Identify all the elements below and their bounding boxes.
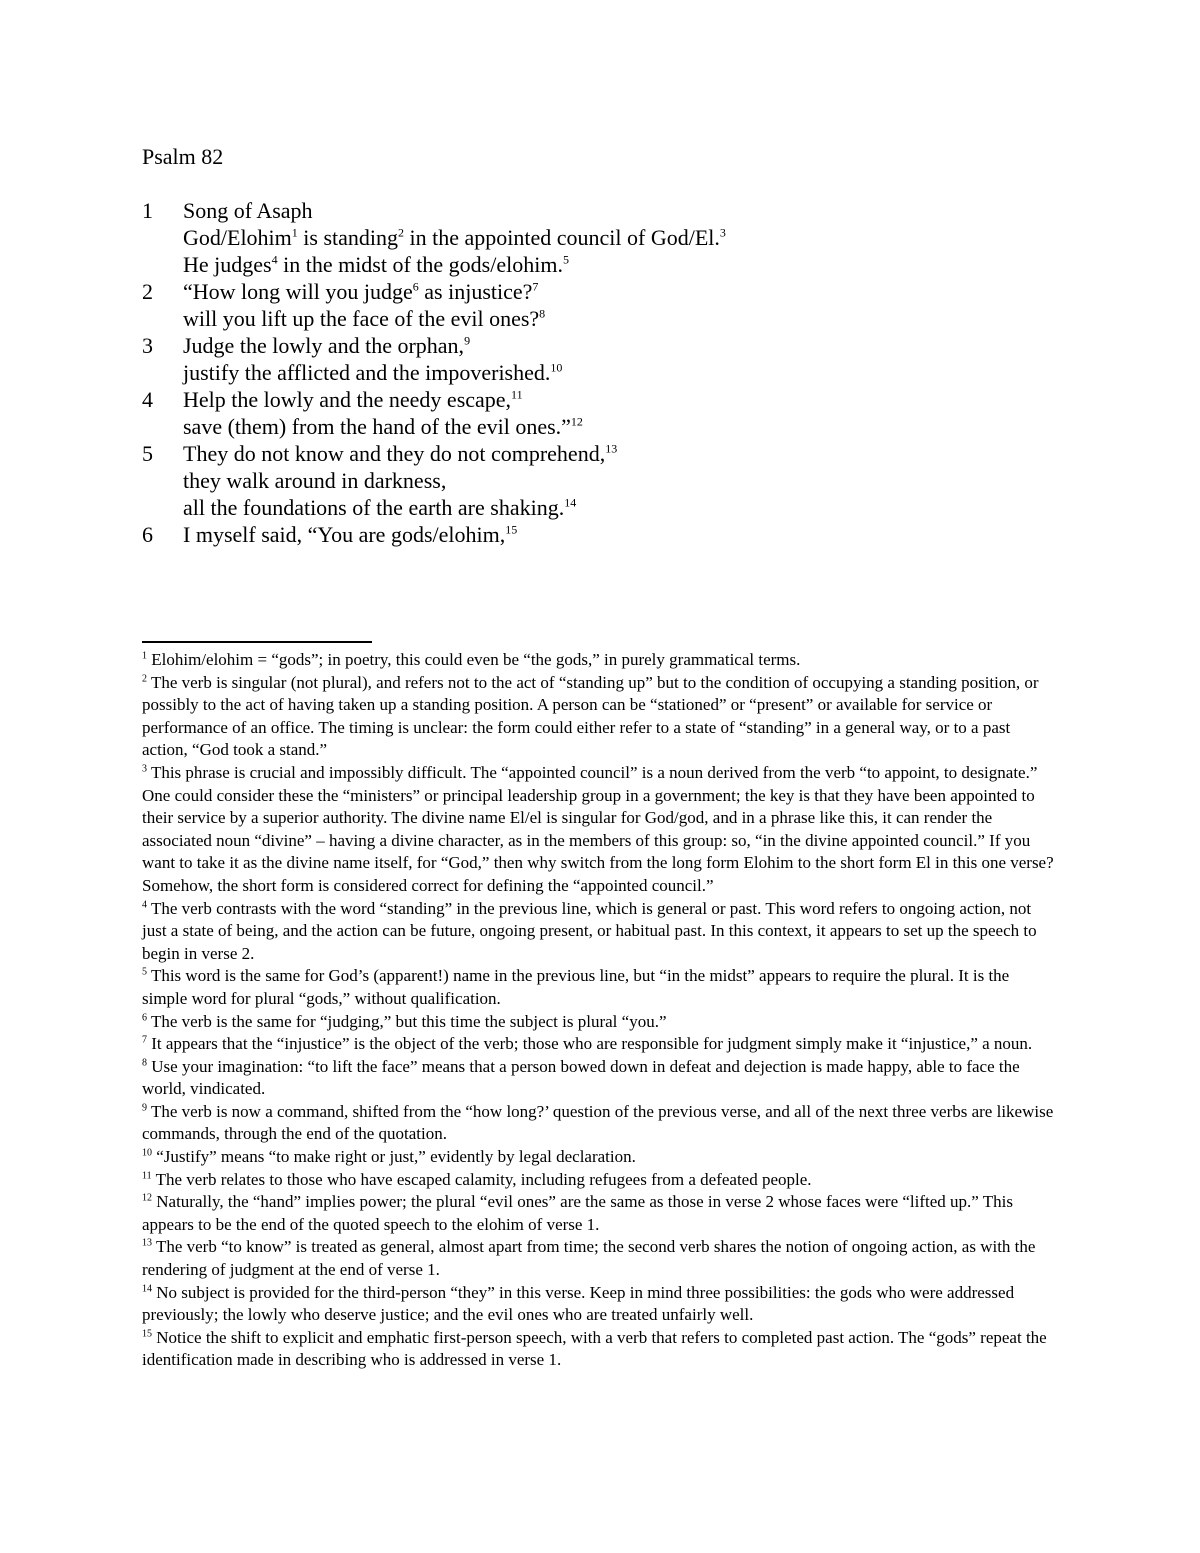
psalm-line: [142, 440, 1082, 467]
text-segment: “How long will you judge: [183, 279, 413, 304]
footnote-text: This phrase is crucial and impossibly difficult. The “appointed council” is a noun derived from the verb “to appoint, to designate.” One could consider these the “ministers” or principal leadership group in a government; the key is that they have been appointed to their service by a superior authority. The divine name El/el is singular for God/god, and in a phrase like this, it can render the associated noun “divine” – having a divine character, as in the members of this group: so, “in the divine appointed council.” If you want to take it as the divine name itself, for “God,” then why switch from the long form Elohim to the short form El in this one verse? Somehow, the short form is considered correct for defining the “appointed council.”: [142, 762, 1054, 895]
footnotes: [142, 649, 1057, 1372]
footnote-ref[interactable]: 14: [564, 495, 577, 510]
footnote-text: “Justify” means “to make right or just,” evidently by legal declaration.: [156, 1147, 636, 1167]
psalm-line: [142, 494, 1082, 521]
footnote-text: Use your imagination: “to lift the face” means that a person bowed down in defeat and dejection is made happy, able to face the world, vindicated.: [142, 1056, 1020, 1099]
footnote-number: 8: [142, 1057, 147, 1069]
line-text: [183, 359, 562, 386]
footnote: [142, 649, 1057, 672]
footnote-separator: [142, 641, 372, 643]
verse-number: 1: [142, 198, 153, 223]
footnote: [142, 1146, 1057, 1169]
footnote-number: 9: [142, 1102, 147, 1114]
footnote: [142, 1011, 1057, 1034]
text-segment: They do not know and they do not comprehend,: [183, 441, 606, 466]
footnote-ref[interactable]: 12: [570, 414, 583, 429]
psalm-line: [142, 305, 1082, 332]
page-title: Psalm 82: [142, 144, 224, 169]
psalm-line: [142, 251, 1082, 278]
footnote-ref[interactable]: 3: [719, 225, 726, 240]
text-segment: I myself said, “You are gods/elohim,: [183, 522, 506, 547]
footnote-ref[interactable]: 15: [505, 522, 518, 537]
text-segment: will you lift up the face of the evil ones?: [183, 306, 540, 331]
footnote-number: 4: [142, 898, 147, 910]
text-segment: is standing: [297, 225, 399, 250]
text-segment: He judges: [183, 252, 272, 277]
footnote: [142, 1191, 1057, 1236]
footnote-number: 10: [142, 1147, 152, 1159]
psalm-line: [142, 359, 1082, 386]
text-segment: Judge the lowly and the orphan,: [183, 333, 465, 358]
footnote-number: 15: [142, 1328, 152, 1340]
psalm-text: [142, 197, 1082, 548]
footnote-text: The verb “to know” is treated as general, almost apart from time; the second verb shares the notion of ongoing action, as with the rendering of judgment at the end of verse 1.: [142, 1237, 1036, 1280]
text-segment: in the midst of the gods/elohim.: [277, 252, 563, 277]
line-text: [183, 494, 576, 521]
line-text: [183, 251, 569, 278]
psalm-line: [142, 467, 1082, 494]
psalm-line: [142, 197, 1082, 224]
footnote-ref[interactable]: 5: [562, 252, 569, 267]
psalm-line: [142, 521, 1082, 548]
psalm-line: [142, 413, 1082, 440]
text-segment: in the appointed council of God/El.: [404, 225, 720, 250]
footnote: [142, 672, 1057, 762]
footnote-number: 13: [142, 1237, 152, 1249]
footnote-ref[interactable]: 2: [398, 225, 405, 240]
footnote: [142, 1327, 1057, 1372]
footnote-number: 2: [142, 672, 147, 684]
footnote: [142, 1056, 1057, 1101]
footnote-number: 1: [142, 650, 147, 662]
footnote-text: This word is the same for God’s (apparent!) name in the previous line, but “in the midst” appears to require the plural. It is the simple word for plural “gods,” without qualification.: [142, 966, 1010, 1008]
footnote-number: 5: [142, 966, 147, 978]
footnote: [142, 762, 1057, 898]
footnote-text: It appears that the “injustice” is the object of the verb; those who are responsible for judgment simply make it “injustice,” a noun.: [151, 1034, 1033, 1054]
line-text: [183, 521, 517, 548]
text-segment: all the foundations of the earth are shaking.: [183, 495, 565, 520]
text-segment: Help the lowly and the needy escape,: [183, 387, 512, 412]
footnote-text: The verb contrasts with the word “standing” in the previous line, which is general or past. This word refers to ongoing action, not just a state of being, and the action can be future, ongoing present, or habitual past. In this context, it appears to set up the speech to begin in verse 2.: [142, 898, 1037, 963]
line-text: [183, 305, 545, 332]
verse-number: 2: [142, 279, 153, 304]
footnote-number: 14: [142, 1282, 152, 1294]
footnote-ref[interactable]: 7: [532, 279, 539, 294]
footnote-ref[interactable]: 6: [412, 279, 419, 294]
line-text: [183, 440, 617, 467]
footnote-text: The verb is the same for “judging,” but this time the subject is plural “you.”: [150, 1011, 667, 1031]
line-text: [183, 197, 313, 224]
psalm-line: [142, 224, 1082, 251]
text-segment: save (them) from the hand of the evil ones.”: [183, 414, 571, 439]
psalm-line: [142, 278, 1082, 305]
footnote: [142, 1169, 1057, 1192]
footnote-number: 12: [142, 1192, 152, 1204]
footnote-number: 3: [142, 763, 147, 775]
footnote-text: The verb is now a command, shifted from the “how long?’ question of the previous verse, and all of the next three verbs are likewise commands, through the end of the quotation.: [142, 1101, 1054, 1144]
psalm-line: [142, 386, 1082, 413]
text-segment: they walk around in darkness,: [183, 468, 447, 493]
verse-number: 3: [142, 333, 153, 358]
footnote-text: Naturally, the “hand” implies power; the plural “evil ones” are the same as those in verse 2 whose faces were “lifted up.” This appears to be the end of the quoted speech to the elohim of verse 1.: [142, 1192, 1014, 1234]
line-text: [183, 386, 523, 413]
verse-number: 5: [142, 441, 153, 466]
footnote-ref[interactable]: 8: [539, 306, 546, 321]
footnote-ref[interactable]: 11: [511, 387, 523, 402]
footnote-text: The verb relates to those who have escaped calamity, including refugees from a defeated people.: [155, 1169, 812, 1189]
footnote-text: No subject is provided for the third-person “they” in this verse. Keep in mind three possibilities: the gods who were addressed previously; the lowly who deserve justice; and the evil ones who are treated unfairly well.: [142, 1282, 1015, 1325]
footnote: [142, 898, 1057, 966]
text-segment: justify the afflicted and the impoverished.: [183, 360, 551, 385]
line-text: [183, 224, 726, 251]
line-text: [183, 278, 538, 305]
footnote-ref[interactable]: 9: [464, 333, 471, 348]
text-segment: Song of Asaph: [183, 198, 313, 223]
footnote: [142, 1101, 1057, 1146]
verse-number: 4: [142, 387, 153, 412]
footnote-number: 7: [142, 1034, 147, 1046]
text-segment: God/Elohim: [183, 225, 292, 250]
line-text: [183, 467, 446, 494]
footnote: [142, 1033, 1057, 1056]
footnote-number: 6: [142, 1011, 147, 1023]
line-text: [183, 332, 470, 359]
footnote-ref[interactable]: 1: [291, 225, 298, 240]
text-segment: as injustice?: [418, 279, 533, 304]
footnote-text: The verb is singular (not plural), and refers not to the act of “standing up” but to the condition of occupying a standing position, or possibly to the act of having taken up a standing position. A person can be “stationed” or “present” or available for service or performance of an office. The timing is unclear: the form could either refer to a state of “standing” in a general way, or to a past action, “God took a stand.”: [142, 672, 1039, 760]
line-text: [183, 413, 583, 440]
footnote: [142, 1236, 1057, 1281]
footnote-ref[interactable]: 10: [550, 360, 563, 375]
footnote-text: Notice the shift to explicit and emphatic first-person speech, with a verb that refers to completed past action. The “gods” repeat the identification made in describing who is addressed in verse 1.: [142, 1327, 1047, 1370]
footnote-text: Elohim/elohim = “gods”; in poetry, this could even be “the gods,” in purely grammatical terms.: [151, 650, 801, 669]
footnote: [142, 1282, 1057, 1327]
psalm-line: [142, 332, 1082, 359]
footnote-number: 11: [142, 1170, 152, 1181]
footnote-ref[interactable]: 13: [605, 441, 618, 456]
verse-number: 6: [142, 522, 153, 547]
footnote: [142, 965, 1057, 1010]
footnote-ref[interactable]: 4: [271, 252, 278, 267]
